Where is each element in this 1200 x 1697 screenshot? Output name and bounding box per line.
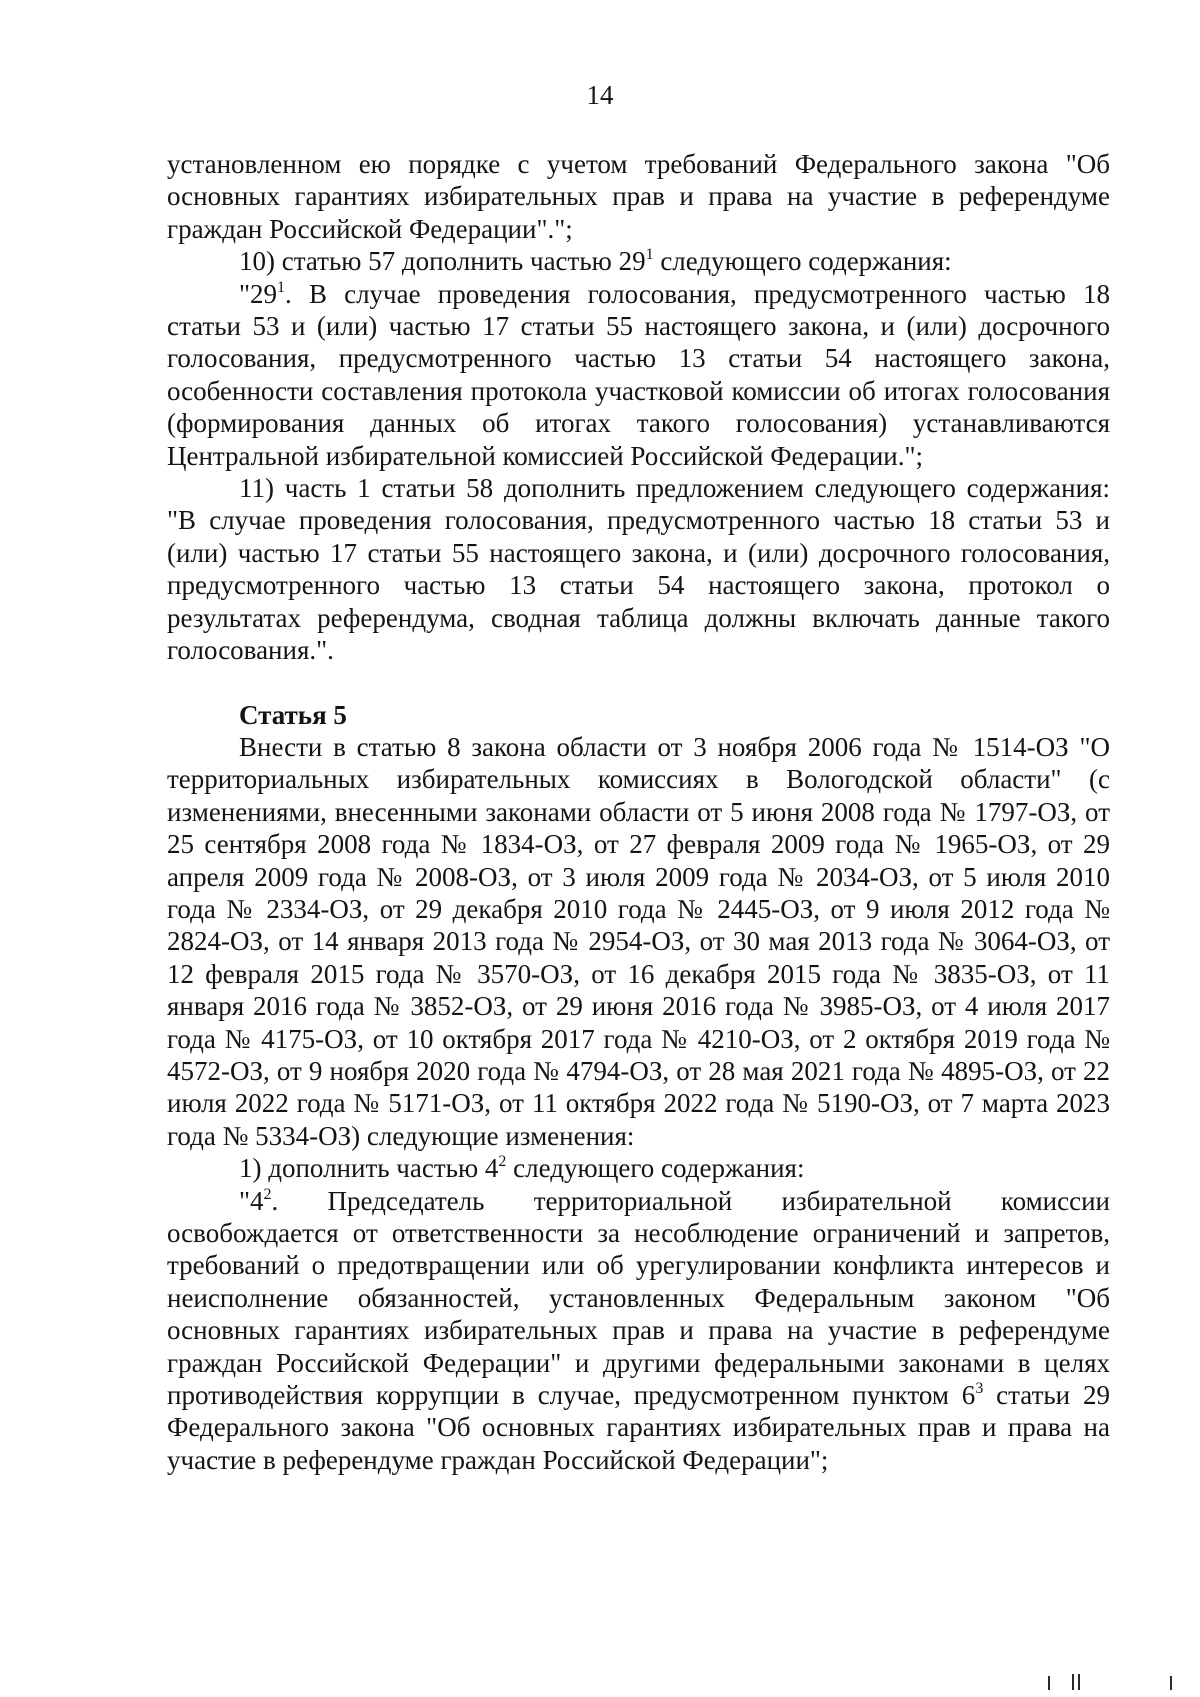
paragraph-text: следующего содержания: <box>653 246 952 277</box>
paragraph-text: . В случае проведения голосования, предусмотренного частью 18 статьи 53 и (или) частью 17 статьи 55 настоящего закона, и (или) досрочного голосования, предусмотренного частью 13 статьи 54 настоящего закона, особенности составления протокола участковой комиссии об итогах голосования (формирования данных об итогах такого голосования) устанавливаются Центральной избирательной комиссией Российской Федерации."; <box>167 278 1110 471</box>
paragraph-item-11 <box>167 472 1110 666</box>
article-heading: Статья 5 <box>239 699 347 730</box>
paragraph-continuation <box>167 148 1110 245</box>
section-gap <box>167 667 1110 699</box>
document-body <box>167 148 1110 1476</box>
paragraph-text: 11) часть 1 статьи 58 дополнить предложением следующего содержания: "В случае проведения голосования, предусмотренного частью 18 статьи 53 и (или) частью 17 статьи 55 настоящего закона, и (или) досрочного голосования, предусмотренного частью 13 статьи 54 настоящего закона, протокол о результатах референдума, сводная таблица должны включать данные такого голосования.". <box>167 473 1110 666</box>
paragraph-article-5 <box>167 731 1110 1152</box>
paragraph-text: "29 <box>239 278 278 309</box>
scan-artifact-mark <box>1170 1676 1172 1690</box>
paragraph-text: "4 <box>239 1185 264 1216</box>
superscript: 3 <box>975 1380 984 1398</box>
paragraph-text: . Председатель территориальной избирательной комиссии освобождается от ответственности за несоблюдение ограничений и запретов, требований о предотвращении или об урегулировании конфликта интересов и неисполнение обязанностей, установленных Федеральным законом "Об основных гарантиях избирательных прав и права на участие в референдуме граждан Российской Федерации" и другими федеральными законами в целях противодействия коррупции в случае, предусмотренном пунктом 6 <box>167 1185 1110 1411</box>
paragraph-text: Внести в статью 8 закона области от 3 ноября 2006 года № 1514-ОЗ "О территориальных избирательных комиссиях в Вологодской области" (с изменениями, внесенными законами области от 5 июня 2008 года № 1797-ОЗ, от 25 сентября 2008 года № 1834-ОЗ, от 27 февраля 2009 года № 1965-ОЗ, от 29 апреля 2009 года № 2008-ОЗ, от 3 июля 2009 года № 2034-ОЗ, от 5 июля 2010 года № 2334-ОЗ, от 29 декабря 2010 года № 2445-ОЗ, от 9 июля 2012 года № 2824-ОЗ, от 14 января 2013 года № 2954-ОЗ, от 30 мая 2013 года № 3064-ОЗ, от 12 февраля 2015 года № 3570-ОЗ, от 16 декабря 2015 года № 3835-ОЗ, от 11 января 2016 года № 3852-ОЗ, от 29 июня 2016 года № 3985-ОЗ, от 4 июля 2017 года № 4175-ОЗ, от 10 октября 2017 года № 4210-ОЗ, от 2 октября 2019 года № 4572-ОЗ, от 9 ноября 2020 года № 4794-ОЗ, от 28 мая 2021 года № 4895-ОЗ, от 22 июля 2022 года № 5171-ОЗ, от 11 октября 2022 года № 5190-ОЗ, от 7 марта 2023 года № 5334-ОЗ) следующие изменения: <box>167 731 1110 1151</box>
paragraph-item-1 <box>167 1152 1110 1184</box>
superscript: 2 <box>263 1185 272 1203</box>
superscript: 1 <box>277 278 286 296</box>
scan-artifact-mark <box>1072 1674 1074 1690</box>
paragraph-text: статьи 29 Федерального закона "Об основных гарантиях избирательных прав и права на участие в референдуме граждан Российской Федерации"; <box>167 1380 1110 1475</box>
page-number: 14 <box>586 80 614 110</box>
paragraph-text: 10) статью 57 дополнить частью 29 <box>239 246 646 277</box>
superscript: 2 <box>498 1153 507 1171</box>
paragraph-text: следующего содержания: <box>506 1153 805 1184</box>
paragraph-text: установленном ею порядке с учетом требований Федерального закона "Об основных гарантиях избирательных прав и права на участие в референдуме граждан Российской Федерации"."; <box>167 149 1110 244</box>
scan-artifact-mark <box>1078 1674 1080 1690</box>
paragraph-quote-4-2 <box>167 1185 1110 1477</box>
paragraph-text: 1) дополнить частью 4 <box>239 1153 499 1184</box>
paragraph-item-10 <box>167 245 1110 277</box>
scan-artifact-mark <box>1048 1676 1050 1690</box>
paragraph-quote-29-1 <box>167 278 1110 472</box>
superscript: 1 <box>645 246 654 264</box>
